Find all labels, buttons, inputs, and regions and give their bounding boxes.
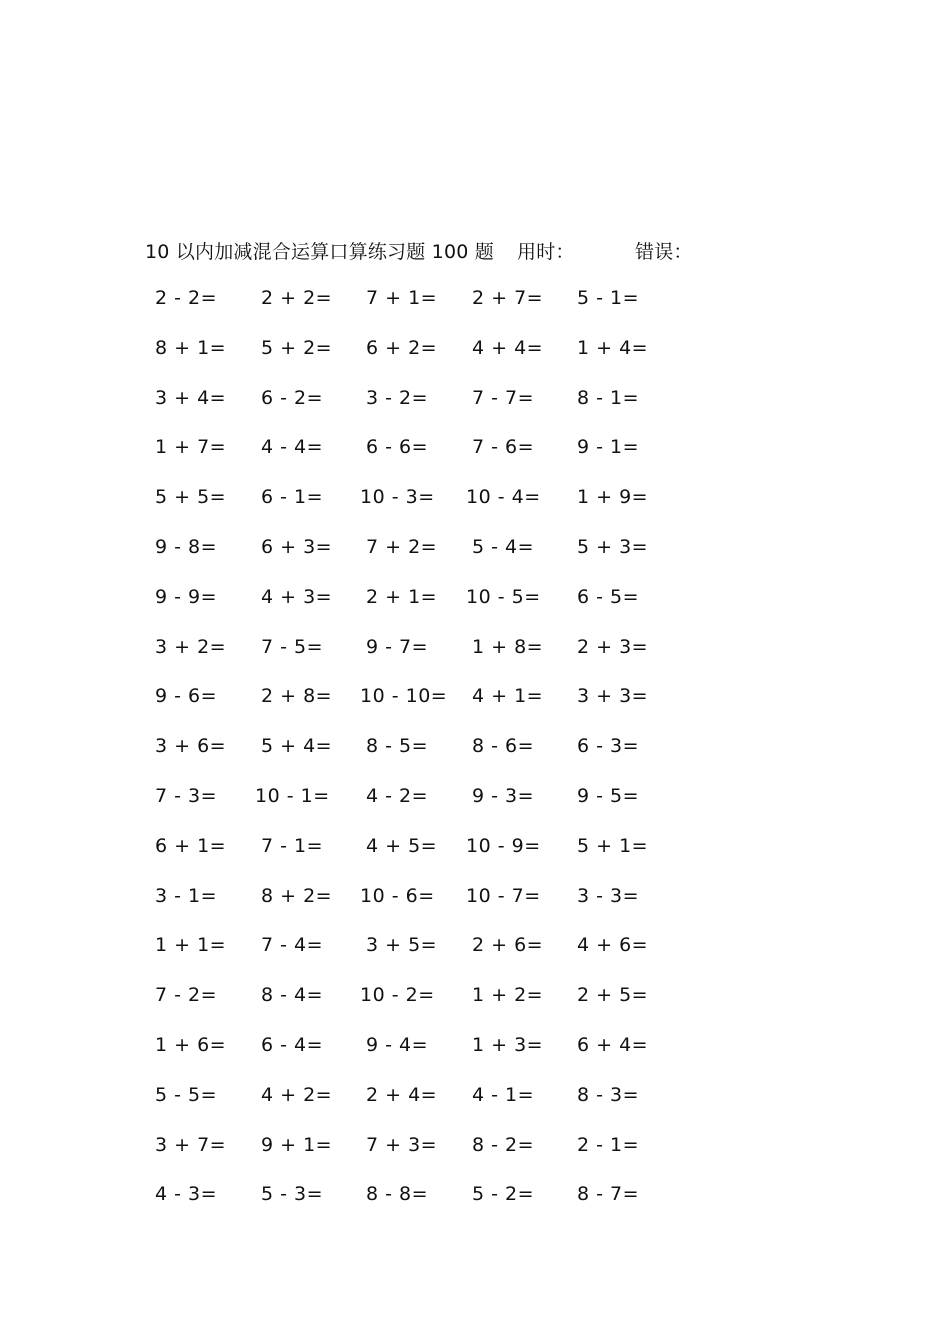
problem-item: 7 + 2= <box>366 535 438 558</box>
worksheet-title: 10 以内加减混合运算口算练习题 100 题 <box>145 240 494 263</box>
problem-item: 6 - 4= <box>261 1033 324 1056</box>
problem-item: 7 + 3= <box>366 1133 438 1156</box>
problem-row <box>150 1127 710 1177</box>
problem-item: 2 + 7= <box>472 287 544 309</box>
problem-row <box>150 629 710 679</box>
problem-item: 4 + 5= <box>366 834 438 857</box>
problem-item: 3 + 3= <box>577 685 649 708</box>
problem-item: 8 - 3= <box>577 1083 640 1106</box>
problem-item: 10 - 2= <box>360 984 435 1007</box>
problem-item: 7 - 7= <box>472 386 535 409</box>
problem-item: 9 - 6= <box>155 685 218 708</box>
problem-item: 8 + 1= <box>155 336 227 359</box>
problem-item: 3 + 7= <box>155 1133 227 1156</box>
problem-row <box>150 479 710 529</box>
problem-item: 5 + 2= <box>261 336 333 359</box>
problem-item: 5 - 5= <box>155 1083 218 1106</box>
problem-item: 9 + 1= <box>261 1133 333 1156</box>
time-used-label: 用时： <box>517 240 575 263</box>
problem-item: 4 + 3= <box>261 585 333 608</box>
problem-item: 9 - 9= <box>155 585 218 608</box>
problem-item: 3 + 2= <box>155 635 227 658</box>
problem-item: 9 - 3= <box>472 784 535 807</box>
problem-item: 3 + 4= <box>155 386 227 409</box>
problem-item: 10 - 6= <box>360 884 435 907</box>
problem-item: 10 - 9= <box>466 834 541 857</box>
problem-item: 4 - 1= <box>472 1083 535 1106</box>
problem-item: 5 - 1= <box>577 287 640 309</box>
problem-grid <box>150 280 710 1226</box>
problem-item: 10 - 3= <box>360 486 435 509</box>
problem-row <box>150 529 710 579</box>
problem-row <box>150 828 710 878</box>
problem-item: 8 - 6= <box>472 735 535 758</box>
problem-item: 7 - 1= <box>261 834 324 857</box>
problem-row <box>150 380 710 430</box>
problem-row <box>150 678 710 728</box>
problem-item: 4 + 2= <box>261 1083 333 1106</box>
problem-item: 6 - 6= <box>366 436 429 459</box>
problem-item: 5 - 4= <box>472 535 535 558</box>
problem-item: 2 - 1= <box>577 1133 640 1156</box>
problem-item: 1 + 9= <box>577 486 649 509</box>
problem-item: 2 - 2= <box>155 287 218 309</box>
problem-item: 8 - 8= <box>366 1183 429 1206</box>
problem-item: 10 - 4= <box>466 486 541 509</box>
problem-item: 4 - 4= <box>261 436 324 459</box>
problem-item: 2 + 2= <box>261 287 333 309</box>
problem-row <box>150 429 710 479</box>
problem-item: 8 - 2= <box>472 1133 535 1156</box>
problem-item: 1 + 8= <box>472 635 544 658</box>
problem-item: 8 - 7= <box>577 1183 640 1206</box>
problem-item: 6 - 5= <box>577 585 640 608</box>
problem-item: 10 - 5= <box>466 585 541 608</box>
problem-item: 10 - 7= <box>466 884 541 907</box>
problem-row <box>150 579 710 629</box>
problem-item: 7 - 6= <box>472 436 535 459</box>
problem-item: 1 + 3= <box>472 1033 544 1056</box>
problem-item: 6 + 2= <box>366 336 438 359</box>
problem-item: 3 + 6= <box>155 735 227 758</box>
problem-row <box>150 878 710 928</box>
problem-item: 3 - 1= <box>155 884 218 907</box>
problem-item: 3 - 2= <box>366 386 429 409</box>
problem-item: 3 - 3= <box>577 884 640 907</box>
problem-item: 10 - 1= <box>255 784 330 807</box>
problem-row <box>150 1027 710 1077</box>
problem-item: 4 + 1= <box>472 685 544 708</box>
problem-item: 6 + 4= <box>577 1033 649 1056</box>
problem-item: 5 - 3= <box>261 1183 324 1206</box>
worksheet-header <box>145 236 693 264</box>
problem-row <box>150 977 710 1027</box>
problem-item: 2 + 1= <box>366 585 438 608</box>
problem-item: 9 - 8= <box>155 535 218 558</box>
problem-item: 4 + 6= <box>577 934 649 957</box>
problem-item: 8 - 5= <box>366 735 429 758</box>
problem-item: 9 - 1= <box>577 436 640 459</box>
problem-item: 10 - 10= <box>360 685 448 708</box>
problem-item: 8 - 4= <box>261 984 324 1007</box>
problem-item: 2 + 8= <box>261 685 333 708</box>
problem-row <box>150 1077 710 1127</box>
problem-item: 7 - 5= <box>261 635 324 658</box>
problem-item: 1 + 7= <box>155 436 227 459</box>
problem-item: 2 + 6= <box>472 934 544 957</box>
problem-item: 2 + 3= <box>577 635 649 658</box>
problem-item: 1 + 2= <box>472 984 544 1007</box>
problem-item: 1 + 4= <box>577 336 649 359</box>
problem-item: 6 + 3= <box>261 535 333 558</box>
problem-item: 6 - 2= <box>261 386 324 409</box>
problem-item: 4 + 4= <box>472 336 544 359</box>
problem-item: 3 + 5= <box>366 934 438 957</box>
problem-item: 2 + 5= <box>577 984 649 1007</box>
problem-item: 5 + 4= <box>261 735 333 758</box>
error-count-label: 错误： <box>635 240 693 263</box>
problem-item: 2 + 4= <box>366 1083 438 1106</box>
problem-item: 8 - 1= <box>577 386 640 409</box>
problem-item: 6 - 3= <box>577 735 640 758</box>
problem-item: 6 - 1= <box>261 486 324 509</box>
problem-item: 5 + 1= <box>577 834 649 857</box>
problem-item: 5 + 5= <box>155 486 227 509</box>
problem-item: 9 - 5= <box>577 784 640 807</box>
problem-row <box>150 778 710 828</box>
problem-item: 7 - 2= <box>155 984 218 1007</box>
problem-item: 5 - 2= <box>472 1183 535 1206</box>
problem-item: 9 - 4= <box>366 1033 429 1056</box>
problem-row <box>150 280 710 330</box>
problem-item: 9 - 7= <box>366 635 429 658</box>
problem-item: 4 - 3= <box>155 1183 218 1206</box>
problem-row <box>150 330 710 380</box>
problem-row <box>150 927 710 977</box>
problem-item: 7 - 3= <box>155 784 218 807</box>
problem-item: 1 + 1= <box>155 934 227 957</box>
problem-item: 6 + 1= <box>155 834 227 857</box>
problem-item: 4 - 2= <box>366 784 429 807</box>
problem-item: 5 + 3= <box>577 535 649 558</box>
problem-item: 7 - 4= <box>261 934 324 957</box>
problem-item: 7 + 1= <box>366 287 438 309</box>
problem-row <box>150 1176 710 1226</box>
problem-item: 1 + 6= <box>155 1033 227 1056</box>
problem-item: 8 + 2= <box>261 884 333 907</box>
problem-row <box>150 728 710 778</box>
